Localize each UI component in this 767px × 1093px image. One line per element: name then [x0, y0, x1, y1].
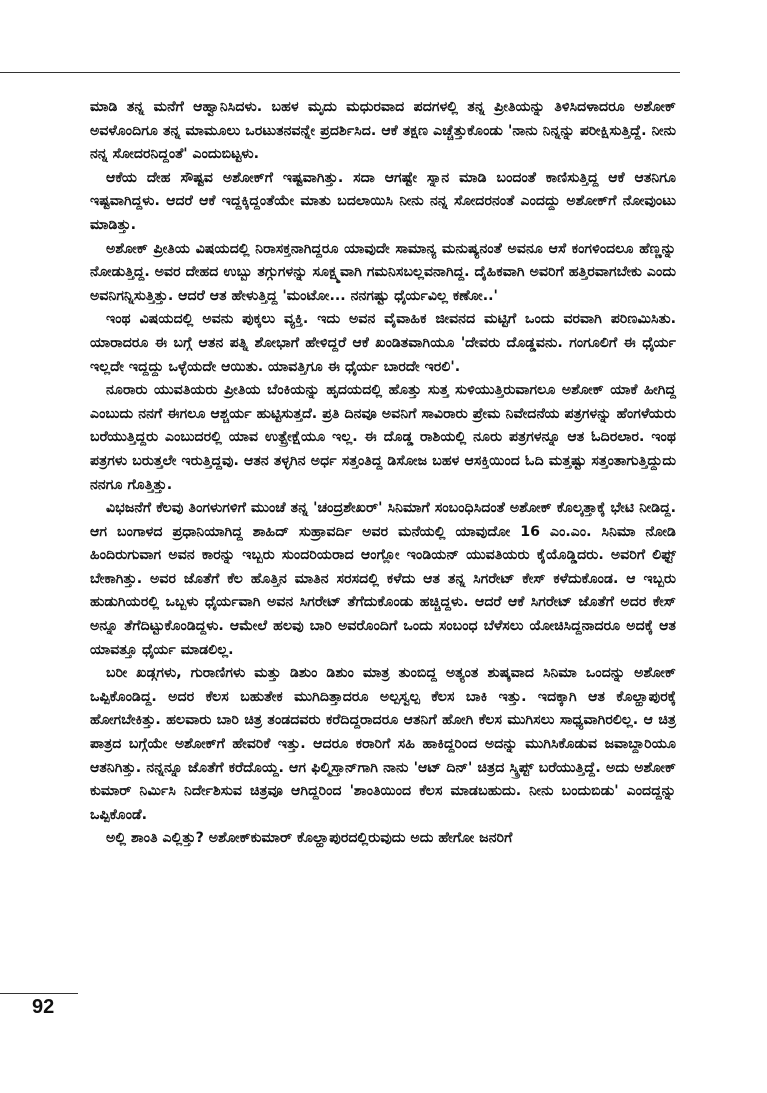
- paragraph: ಇಂಥ ವಿಷಯದಲ್ಲಿ ಅವನು ಪುಕ್ಕಲು ವ್ಯಕ್ತಿ. ಇದು ಅವನ ವೈವಾಹಿಕ ಜೀವನದ ಮಟ್ಟಿಗೆ ಒಂದು ವರವಾಗಿ ಪರಿಣಮಿಸಿತು. ಯಾರಾದರೂ ಈ ಬಗ್ಗೆ ಆತನ ಪತ್ನಿ ಶೋಭಾಗೆ ಹೇಳಿದ್ದರೆ ಆಕೆ ಖಂಡಿತವಾಗಿಯೂ 'ದೇವರು ದೊಡ್ಡವನು. ಗಂಗೂಲಿಗೆ ಈ ಧೈರ್ಯ ಇಲ್ಲದೇ ಇದ್ದದ್ದು ಒಳ್ಳೆಯದೇ ಆಯಿತು. ಯಾವತ್ತಿಗೂ ಈ ಧೈರ್ಯ ಬಾರದೇ ಇರಲಿ'.: [90, 311, 676, 375]
- paragraph: ಆಕೆಯ ದೇಹ ಸೌಷ್ಟವ ಅಶೋಕ್‌ಗೆ ಇಷ್ಟವಾಗಿತ್ತು. ಸದಾ ಆಗಷ್ಟೇ ಸ್ನಾನ ಮಾಡಿ ಬಂದಂತೆ ಕಾಣಿಸುತ್ತಿದ್ದ ಆಕೆ ಆತನಿಗೂ ಇಷ್ಟವಾಗಿದ್ದಳು. ಆದರೆ ಆಕೆ ಇದ್ದಕ್ಕಿದ್ದಂತೆಯೇ ಮಾತು ಬದಲಾಯಿಸಿ ನೀನು ನನ್ನ ಸೋದರನಂತೆ ಎಂದದ್ದು ಅಶೋಕ್‌ಗೆ ನೋವುಂಟು ಮಾಡಿತ್ತು.: [90, 169, 676, 233]
- footer-divider: [0, 993, 78, 994]
- paragraph: ಮಾಡಿ ತನ್ನ ಮನೆಗೆ ಆಹ್ವಾನಿಸಿದಳು. ಬಹಳ ಮೃದು ಮಧುರವಾದ ಪದಗಳಲ್ಲಿ ತನ್ನ ಪ್ರೀತಿಯನ್ನು ತಿಳಿಸಿದಳಾದರೂ ಅಶೋಕ್ ಅವಳೊಂದಿಗೂ ತನ್ನ ಮಾಮೂಲು ಒರಟುತನವನ್ನೇ ಪ್ರದರ್ಶಿಸಿದ. ಆಕೆ ತಕ್ಷಣ ಎಚ್ಚೆತ್ತುಕೊಂಡು 'ನಾನು ನಿನ್ನನ್ನು ಪರೀಕ್ಷಿಸುತ್ತಿದ್ದೆ. ನೀನು ನನ್ನ ಸೋದರನಿದ್ದಂತೆ' ಎಂದುಬಿಟ್ಟಳು.: [90, 99, 676, 163]
- page-body-text: [90, 96, 676, 851]
- paragraph: ನೂರಾರು ಯುವತಿಯರು ಪ್ರೀತಿಯ ಬೆಂಕಿಯನ್ನು ಹೃದಯದಲ್ಲಿ ಹೊತ್ತು ಸುತ್ತ ಸುಳಿಯುತ್ತಿರುವಾಗಲೂ ಅಶೋಕ್ ಯಾಕೆ ಹೀಗಿದ್ದ ಎಂಬುದು ನನಗೆ ಈಗಲೂ ಆಶ್ಚರ್ಯ ಹುಟ್ಟಿಸುತ್ತದೆ. ಪ್ರತಿ ದಿನವೂ ಅವನಿಗೆ ಸಾವಿರಾರು ಪ್ರೇಮ ನಿವೇದನೆಯ ಪತ್ರಗಳನ್ನು ಹೆಂಗಳೆಯರು ಬರೆಯುತ್ತಿದ್ದರು ಎಂಬುದರಲ್ಲಿ ಯಾವ ಉತ್ಪ್ರೇಕ್ಷೆಯೂ ಇಲ್ಲ. ಈ ದೊಡ್ಡ ರಾಶಿಯಲ್ಲಿ ನೂರು ಪತ್ರಗಳನ್ನೂ ಆತ ಓದಿರಲಾರ. ಇಂಥ ಪತ್ರಗಳು ಬರುತ್ತಲೇ ಇರುತ್ತಿದ್ದವು. ಆತನ ತಳ್ಳಗಿನ ಅರ್ಧ ಸತ್ತಂತಿದ್ದ ಡಿಸೋಜ ಬಹಳ ಆಸಕ್ತಿಯಿಂದ ಓದಿ ಮತ್ತಷ್ಟು ಸತ್ತಂತಾಗುತ್ತಿದ್ದುದು ನನಗೂ ಗೊತ್ತಿತ್ತು.: [90, 382, 676, 493]
- paragraph: ವಿಭಜನೆಗೆ ಕೆಲವು ತಿಂಗಳುಗಳಿಗೆ ಮುಂಚೆ ತನ್ನ 'ಚಂದ್ರಶೇಖರ್' ಸಿನಿಮಾಗೆ ಸಂಬಂಧಿಸಿದಂತೆ ಅಶೋಕ್ ಕೊಲ್ಕತ್ತಾಕ್ಕೆ ಭೇಟಿ ನೀಡಿದ್ದ. ಆಗ ಬಂಗಾಳದ ಪ್ರಧಾನಿಯಾಗಿದ್ದ ಶಾಹಿದ್ ಸುಹ್ರಾವರ್ದಿ ಅವರ ಮನೆಯಲ್ಲಿ ಯಾವುದೋ 16 ಎಂ.ಎಂ. ಸಿನಿಮಾ ನೋಡಿ ಹಿಂದಿರುಗುವಾಗ ಅವನ ಕಾರನ್ನು ಇಬ್ಬರು ಸುಂದರಿಯರಾದ ಆಂಗ್ಲೋ ಇಂಡಿಯನ್ ಯುವತಿಯರು ಕೈಯೊಡ್ಡಿದರು. ಅವರಿಗೆ ಲಿಫ್ಟ್ ಬೇಕಾಗಿತ್ತು. ಅವರ ಜೊತೆಗೆ ಕೆಲ ಹೊತ್ತಿನ ಮಾತಿನ ಸರಸದಲ್ಲಿ ಕಳೆದು ಆತ ತನ್ನ ಸಿಗರೇಟ್ ಕೇಸ್ ಕಳೆದುಕೊಂಡ. ಆ ಇಬ್ಬರು ಹುಡುಗಿಯರಲ್ಲಿ ಒಬ್ಬಳು ಧೈರ್ಯವಾಗಿ ಅವನ ಸಿಗರೇಟ್ ತೆಗೆದುಕೊಂಡು ಹಚ್ಚಿದ್ದಳು. ಆದರೆ ಆಕೆ ಸಿಗರೇಟ್ ಜೊತೆಗೆ ಅದರ ಕೇಸ್ ಅನ್ನೂ ತೆಗೆದಿಟ್ಟುಕೊಂಡಿದ್ದಳು. ಆಮೇಲೆ ಹಲವು ಬಾರಿ ಅವರೊಂದಿಗೆ ಒಂದು ಸಂಬಂಧ ಬೆಳೆಸಲು ಯೋಚಿಸಿದ್ದನಾದರೂ ಅದಕ್ಕೆ ಆತ ಯಾವತ್ತೂ ಧೈರ್ಯ ಮಾಡಲಿಲ್ಲ.: [90, 500, 676, 658]
- page-number: 92: [32, 996, 55, 1018]
- paragraph: ಅಶೋಕ್ ಪ್ರೀತಿಯ ವಿಷಯದಲ್ಲಿ ನಿರಾಸಕ್ತನಾಗಿದ್ದರೂ ಯಾವುದೇ ಸಾಮಾನ್ಯ ಮನುಷ್ಯನಂತೆ ಅವನೂ ಆಸೆ ಕಂಗಳಿಂದಲೂ ಹೆಣ್ಣನ್ನು ನೋಡುತ್ತಿದ್ದ. ಅವರ ದೇಹದ ಉಬ್ಬು ತಗ್ಗುಗಳನ್ನು ಸೂಕ್ಷ್ಮವಾಗಿ ಗಮನಿಸಬಲ್ಲವನಾಗಿದ್ದ. ದೈಹಿಕವಾಗಿ ಅವರಿಗೆ ಹತ್ತಿರವಾಗಬೇಕು ಎಂದು ಅವನಿಗನ್ನಿಸುತ್ತಿತ್ತು. ಆದರೆ ಆತ ಹೇಳುತ್ತಿದ್ದ 'ಮಂಟೋ... ನನಗಷ್ಟು ಧೈರ್ಯವಿಲ್ಲ ಕಣೋ..': [90, 240, 676, 304]
- paragraph: ಅಲ್ಲಿ ಶಾಂತಿ ಎಲ್ಲಿತ್ತು? ಅಶೋಕ್‌ಕುಮಾರ್ ಕೊಲ್ಹಾಪುರದಲ್ಲಿರುವುದು ಅದು ಹೇಗೋ ಜನರಿಗೆ: [106, 830, 513, 847]
- paragraph: ಬರೀ ಖಡ್ಗಗಳು, ಗುರಾಣಿಗಳು ಮತ್ತು ಡಿಶುಂ ಡಿಶುಂ ಮಾತ್ರ ತುಂಬಿದ್ದ ಅತ್ಯಂತ ಶುಷ್ಕವಾದ ಸಿನಿಮಾ ಒಂದನ್ನು ಅಶೋಕ್ ಒಪ್ಪಿಕೊಂಡಿದ್ದ. ಅದರ ಕೆಲಸ ಬಹುತೇಕ ಮುಗಿದಿತ್ತಾದರೂ ಅಲ್ಪಸ್ವಲ್ಪ ಕೆಲಸ ಬಾಕಿ ಇತ್ತು. ಇದಕ್ಕಾಗಿ ಆತ ಕೊಲ್ಹಾಪುರಕ್ಕೆ ಹೋಗಬೇಕಿತ್ತು. ಹಲವಾರು ಬಾರಿ ಚಿತ್ರ ತಂಡದವರು ಕರೆದಿದ್ದರಾದರೂ ಆತನಿಗೆ ಹೋಗಿ ಕೆಲಸ ಮುಗಿಸಲು ಸಾಧ್ಯವಾಗಿರಲಿಲ್ಲ. ಆ ಚಿತ್ರ ಪಾತ್ರದ ಬಗ್ಗೆಯೇ ಅಶೋಕ್‌ಗೆ ಹೇವರಿಕೆ ಇತ್ತು. ಆದರೂ ಕರಾರಿಗೆ ಸಹಿ ಹಾಕಿದ್ದರಿಂದ ಅದನ್ನು ಮುಗಿಸಿಕೊಡುವ ಜವಾಬ್ದಾರಿಯೂ ಆತನಿಗಿತ್ತು. ನನ್ನನ್ನೂ ಜೊತೆಗೆ ಕರೆದೊಯ್ದ. ಆಗ ಫಿಲ್ಮಿಸ್ತಾನ್‌ಗಾಗಿ ನಾನು 'ಆಟ್ ದಿನ್' ಚಿತ್ರದ ಸ್ಕ್ರಿಪ್ಟ್ ಬರೆಯುತ್ತಿದ್ದೆ. ಅದು ಅಶೋಕ್ ಕುಮಾರ್ ನಿರ್ಮಿಸಿ ನಿರ್ದೇಶಿಸುವ ಚಿತ್ರವೂ ಆಗಿದ್ದರಿಂದ 'ಶಾಂತಿಯಿಂದ ಕೆಲಸ ಮಾಡಬಹುದು. ನೀನು ಬಂದುಬಿಡು' ಎಂದದ್ದನ್ನು ಒಪ್ಪಿಕೊಂಡೆ.: [90, 665, 676, 823]
- top-divider: [0, 72, 680, 73]
